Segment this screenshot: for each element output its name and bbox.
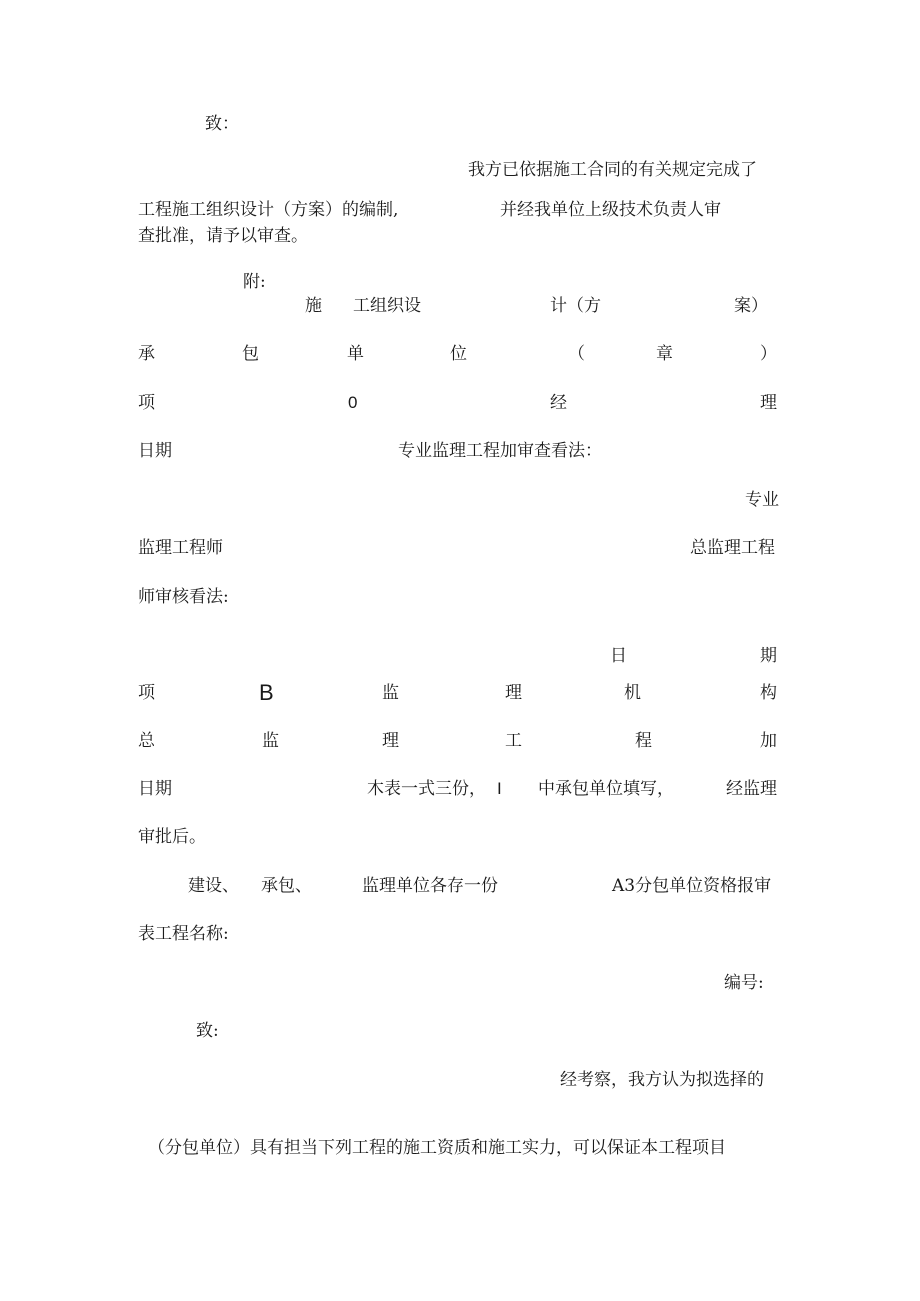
pm-part-2: 0 <box>348 393 358 412</box>
section2-line-1: 经考察，我方认为拟选择的 <box>560 1070 764 1090</box>
chief-label-b: 师审核看法: <box>138 587 229 607</box>
intro-line-2b: 并经我单位上级技术负责人审 <box>500 200 721 220</box>
chief-part-6: 加 <box>760 731 777 751</box>
attachment-part-2: 工组织设 <box>353 296 421 316</box>
intro-line-3: 查批准，请予以审查。 <box>138 226 308 246</box>
chief-label-a: 总监理工程 <box>690 538 775 558</box>
org-part-3: 监 <box>382 683 399 703</box>
specialist-opinion-label: 专业监理工程加审查看法： <box>398 441 602 461</box>
chief-part-2: 监 <box>262 731 279 751</box>
to-label: 致： <box>205 114 239 134</box>
note-part-2: 中承包单位填写， <box>538 779 674 799</box>
distribution-part-2: 承包、 <box>261 876 312 896</box>
attachment-label: 附: <box>243 272 266 292</box>
org-part-1: 项 <box>138 683 155 703</box>
date-label-2: 日期 <box>138 779 172 799</box>
intro-line-1: 我方已依据施工合同的有关规定完成了 <box>468 160 757 180</box>
intro-line-2a: 工程施工组织设计（方案）的编制, <box>138 200 399 220</box>
note-bar: I <box>497 779 502 798</box>
contractor-part-6: 章 <box>656 344 673 364</box>
contractor-part-2: 包 <box>242 344 259 364</box>
to-label-2: 致: <box>196 1021 219 1041</box>
contractor-part-4: 位 <box>450 344 467 364</box>
contractor-part-1: 承 <box>138 344 155 364</box>
contractor-part-5: （ <box>568 344 585 364</box>
section2-line-2: （分包单位）具有担当下列工程的施工资质和施工实力，可以保证本工程项目 <box>148 1138 726 1158</box>
note-part-1: 木表一式三份， <box>367 779 486 799</box>
note-line-2: 审批后。 <box>138 827 206 847</box>
pm-part-1: 项 <box>138 393 155 413</box>
chief-part-1: 总 <box>138 731 155 751</box>
org-part-4: 理 <box>505 683 522 703</box>
pm-part-4: 理 <box>760 393 777 413</box>
chief-part-3: 理 <box>382 731 399 751</box>
attachment-part-3: 计（方 <box>550 296 601 316</box>
next-form-title: A3分包单位资格报审 <box>612 876 772 896</box>
date-part-1: 日 <box>610 646 627 666</box>
pm-part-3: 经 <box>550 393 567 413</box>
distribution-part-3: 监理单位各存一份 <box>362 876 498 896</box>
next-form-title-2: 表工程名称: <box>138 924 229 944</box>
note-part-3: 经监理 <box>726 779 777 799</box>
org-part-6: 构 <box>760 683 777 703</box>
specialist-label-b: 监理工程师 <box>138 538 223 558</box>
specialist-label-a: 专业 <box>745 490 779 510</box>
chief-part-5: 程 <box>635 731 652 751</box>
chief-part-4: 工 <box>505 731 522 751</box>
org-part-5: 机 <box>624 683 641 703</box>
date-label: 日期 <box>138 441 172 461</box>
number-label: 编号: <box>724 973 764 993</box>
date-part-2: 期 <box>760 646 777 666</box>
contractor-part-3: 单 <box>347 344 364 364</box>
attachment-part-1: 施 <box>305 296 322 316</box>
contractor-part-7: ） <box>760 344 777 364</box>
distribution-part-1: 建设、 <box>188 876 239 896</box>
attachment-part-4: 案） <box>734 296 768 316</box>
org-part-2: B <box>259 680 274 705</box>
